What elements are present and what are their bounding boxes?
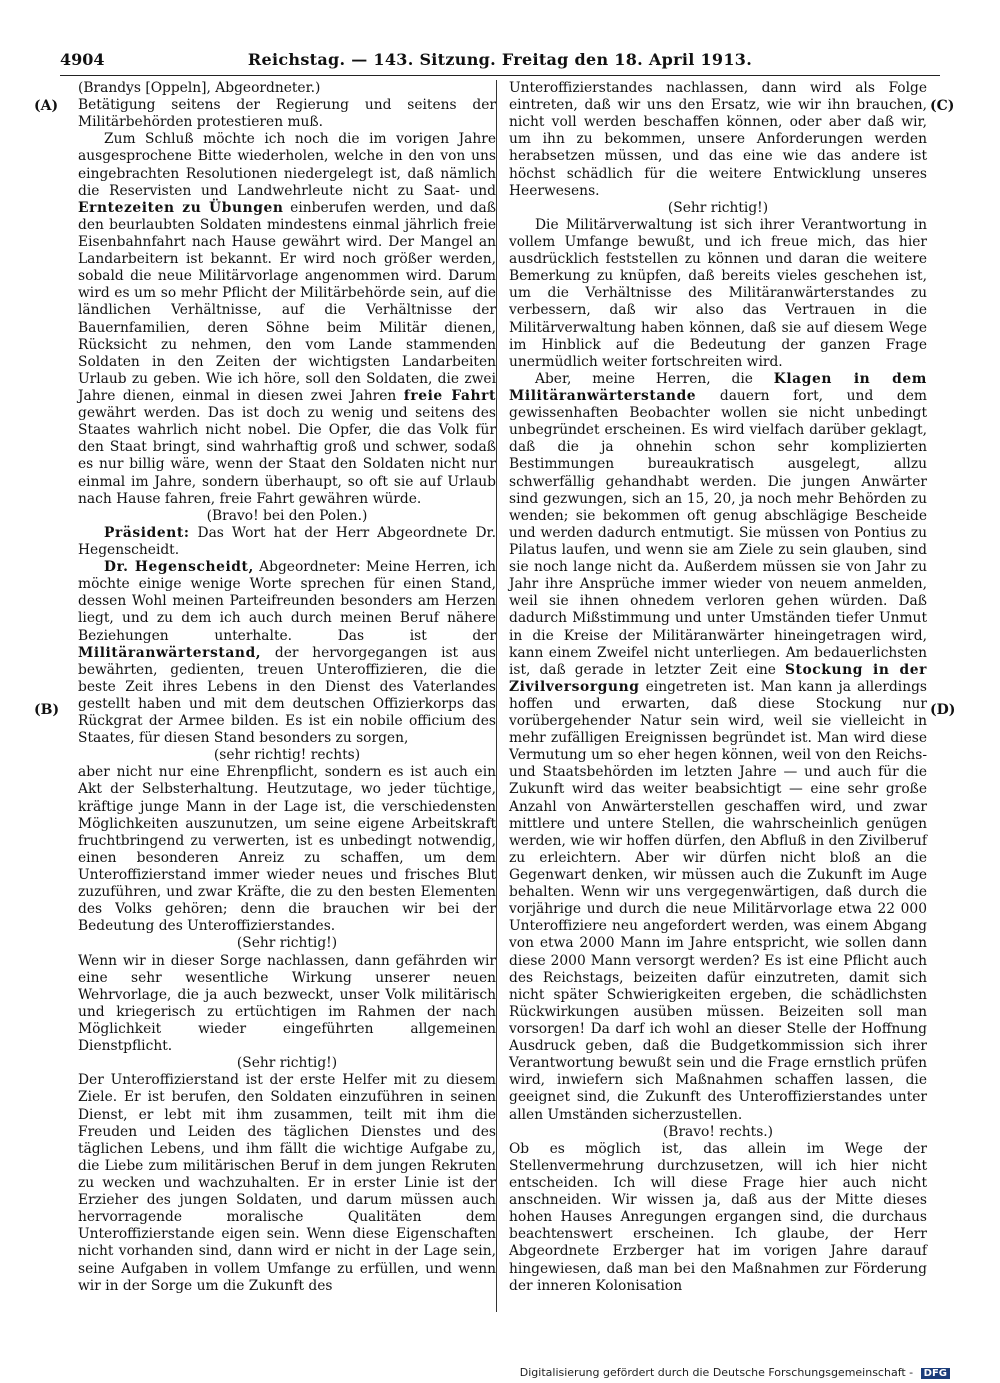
interjection: (Sehr richtig!) (236, 935, 338, 952)
text-run: Abgeordneter: Meine Herren, ich möchte einige wenige Worte sprechen für einen Stand, dessen Wohl meinen Parteifreunden besonders am Herzen liegt, und zu dem ich auch durch meinen Beruf nähere Beziehungen unterhalte. Das ist der (78, 559, 496, 644)
page-header (60, 50, 940, 72)
paragraph: Ob es möglich ist, das allein im Wege der Stellenvermehrung durchzusetzen, will ich hier nicht entscheiden. Ich will diese Frage hier auch nicht anschneiden. Wir wissen ja, daß aus der Mitte dieses hohen Hauses Anregungen ergangen sind, die durchaus beachtenswert erscheinen. Ich glaube, der Herr Abgeordnete Erzberger hat im vorigen Jahre darauf hingewiesen, daß man bei den Maßnahmen zur Förderung der inneren Kolonisation (509, 1140, 927, 1294)
paragraph (509, 371, 927, 1124)
text-run: Zum Schluß möchte ich noch die im vorigen Jahre ausgesprochene Bitte wiederholen, welche in den von uns eingebrachten Resolutionen niedergelegt ist, daß nämlich die Reservisten und Landwehrleute nicht zu Saat- und (78, 131, 496, 199)
paragraph: Unteroffizierstandes nachlassen, dann wird als Folge eintreten, daß wir uns den Ersatz, wie wir ihn brauchen, nicht voll werden beschaffen können, oder aber daß wir, um ihn zu bekommen, unsere Anforderungen werden herabsetzen müssen, und das eine wie das andere ist höchst schädlich für die weitere Entwicklung unseres Heerwesens. (509, 80, 927, 199)
text-run: gewährt werden. Das ist doch zu wenig und seitens des Staates wahrlich nicht nobel. Die Opfer, die das Volk für den Staat bringt, sind wahrhaftig groß und schwer, sodaß es nur billig wäre, wenn der Staat den Soldaten nicht nur einmal im Jahre, sondern überhaupt, so oft sie auf Urlaub nach Hause fahren, freie Fahrt gewähren würde. (78, 405, 496, 507)
interjection: (Sehr richtig!) (667, 199, 769, 216)
text-run: Das Wort hat der Herr Abgeordnete Dr. Hegenscheidt. (78, 524, 496, 558)
paragraph: Wenn wir in dieser Sorge nachlassen, dann gefährden wir eine sehr wesentliche Wirkung unserer neuen Wehrvorlage, die ja auch bezweckt, unser Volk militärisch und kriegerisch zu ertüchtigen im Rahmen der nach Möglichkeit wieder eingeführten allgemeinen Dienstpflicht. (78, 952, 496, 1055)
paragraph: Betätigung seitens der Regierung und seitens der Militärbehörden protestieren muß. (78, 97, 496, 131)
speaker-label: Präsident: (104, 524, 190, 541)
running-title: Reichstag. — 143. Sitzung. Freitag den 18. April 1913. (247, 50, 753, 69)
margin-marker-c: (C) (930, 98, 955, 114)
emphasis-text: Stockung in der Zivilversorgung (509, 661, 928, 695)
emphasis-text: Erntezeiten zu Übungen (78, 199, 284, 216)
paragraph: aber nicht nur eine Ehrenpflicht, sondern es ist auch ein Akt der Selbsterhaltung. Heutzutage, wo jeder tüchtige, kräftige junge Mann in der Lage ist, die verschiedensten Möglichkeiten auszunutzen, um seine eigene Arbeitskraft fruchtbringend zu verwerten, ist es unbedingt notwendig, einen besonderen Anreiz zu schaffen, um dem Unteroffizierstand immer wieder neues und frisches Blut zuzuführen, und zwar Kräfte, die zu den besten Elementen des Volks gehören; denn die brauchen wir bei der Bedeutung des Unteroffizierstandes. (78, 764, 496, 935)
text-run: der hervorgegangen ist aus bewährten, gedienten, treuen Unteroffizieren, die die beste Zeit ihres Lebens in den Dienst des Vaterlandes gestellt haben und mit dem deutschen Offizierkorps das Rückgrat der Armee bilden. Es ist ein nobile officium des Staates, für diesen Stand besonders zu sorgen, (78, 644, 496, 747)
interjection: (Bravo! bei den Polen.) (206, 507, 368, 524)
paragraph (78, 131, 496, 507)
text-run: Aber, meine Herren, die (535, 370, 753, 387)
interjection: (sehr richtig! rechts) (213, 747, 361, 764)
right-column (509, 80, 927, 1295)
interjection: (Bravo! rechts.) (662, 1123, 774, 1140)
footer-text: Digitalisierung gefördert durch die Deutsche Forschungsgemeinschaft - (519, 1366, 914, 1379)
page-number: 4904 (60, 50, 105, 69)
footer-credit (520, 1366, 950, 1379)
text-run: einberufen werden, und daß den beurlaubten Soldaten mindestens einmal jährlich freie Eisenbahnfahrt nach Hause gewährt wird. Der Mangel an Landarbeitern ist bekannt. Er wird noch größer werden, sobald die neue Militärvorlage angenommen wird. Darum wird es um so mehr Pflicht der Militärbehörde sein, auf die ländlichen Verhältnisse, auf die Verhältnisse der Bauernfamilien, deren Söhne beim Militär dienen, Rücksicht zu nehmen, den vom Lande stammenden Soldaten in den Zeiten der wichtigsten Landarbeiten Urlaub zu geben. Wie ich höre, soll den Soldaten, die zwei Jahre dienen, einmal in diesen zwei Jahren (78, 199, 497, 404)
paragraph (78, 559, 496, 747)
emphasis-text: freie Fahrt (403, 387, 496, 404)
margin-marker-a: (A) (34, 98, 59, 114)
margin-marker-d: (D) (930, 702, 956, 718)
paragraph (78, 525, 496, 559)
emphasis-text: Klagen in dem Militäranwärterstande (509, 370, 927, 404)
margin-marker-b: (B) (34, 702, 60, 718)
header-rule (60, 75, 940, 76)
interjection: (Sehr richtig!) (236, 1055, 338, 1072)
left-column (78, 80, 496, 1295)
column-rule (496, 80, 497, 1312)
speaker-tag: (Brandys [Oppeln], Abgeordneter.) (78, 80, 321, 96)
dfg-logo: DFG (921, 1368, 950, 1379)
text-run: eingetreten ist. Man kann ja allerdings hoffen und erwarten, daß diese Stockung nur vorübergehender Natur sein wird, weil sie vielleicht in mehr zufälligen Ereignissen begründet ist. Man wird diese Vermutung um so eher hegen können, weil von den Reichs- und Staatsbehörden im letzten Jahre — und auch für die Zukunft wird das weiter beabsichtigt — eine sehr große Anzahl von Anwärterstellen geschaffen wird, und zwar mittlere und untere Stellen, die wahrscheinlich genügen werden, wie wir hoffen dürfen, den Abfluß in den Zivilberuf zu erleichtern. Aber wir dürfen nicht bloß an die Gegenwart denken, wir müssen auch die Zukunft im Auge behalten. Wenn wir uns vergegenwärtigen, daß durch die vorjährige und durch die neue Militärvorlage etwa 22 000 Unteroffiziere neu angefordert werden, was einem Abgang von etwa 2000 Mann im Jahre entspricht, wie sollen dann diese 2000 Mann versorgt werden? Es ist eine Pflicht auch des Reichstags, beizeiten dafür einzutreten, damit sich nicht später Schwierigkeiten ergeben, die schädlichsten Rückwirkungen ausüben müssen. Beizeiten soll man vorsorgen! Da darf ich wohl an dieser Stelle der Hoffnung Ausdruck geben, daß die Budgetkommission sich ihrer Verantwortung bewußt sein und die Frage ernstlich prüfen wird, inwiefern sich Maßnahmen schaffen lassen, die geeignet sind, die Zukunft des Unteroffizierstandes unter allen Umständen sicherzustellen. (509, 678, 927, 1123)
speaker-label: Dr. Hegenscheidt, (104, 559, 254, 576)
paragraph: Der Unteroffizierstand ist der erste Helfer mit zu diesem Ziele. Er ist berufen, den Soldaten einzuführen in seinen Dienst, er lebt mit ihm zusammen, teilt mit ihm die Freuden und Leiden des täglichen Dienstes und des täglichen Lebens, und ihm fällt die wichtige Aufgabe zu, die Liebe zum militärischen Beruf in dem jungen Rekruten zu wecken und wachzuhalten. Er in erster Linie ist der Erzieher des jungen Soldaten, und darum müssen auch hervorragende moralische Qualitäten dem Unteroffizierstande eigen sein. Wenn diese Eigenschaften nicht vorhanden sind, dann wird er nicht in der Lage sein, seine Aufgaben in vollem Umfange zu erfüllen, und wenn wir in der Sorge um die Zukunft des (78, 1072, 496, 1294)
text-run: dauern fort, und dem gewissenhaften Beobachter wollen sie nicht unbedingt unbegründet erscheinen. Es wird vielfach darüber geklagt, daß die ja ohnehin schon sehr komplizierten Bestimmungen bureaukratisch ausgelegt, allzu schwerfällig gehandhabt werden. Die jungen Anwärter sind gezwungen, sich an 15, 20, ja noch mehr Behörden zu wenden; sie bekommen oft genug abschlägige Bescheide und werden dadurch entmutigt. Sie müssen von Pontius zu Pilatus laufen, und wenn sie am Ziele zu sein glauben, sind sie noch lange nicht da. Außerdem müssen sie von Jahr zu Jahr ihre Ansprüche immer wieder von neuem anmelden, weil sie ihnen ohnedem verloren gehen würden. Daß dadurch Mißstimmung und unter Umständen tiefer Unmut in die Kreise der Militäranwärter hineingetragen wird, kann einem Zweifel nicht unterliegen. Am bedauerlichsten ist, daß gerade in letzter Zeit eine (509, 387, 928, 678)
emphasis-text: Militäranwärterstand, (78, 644, 262, 661)
paragraph: Die Militärverwaltung ist sich ihrer Verantwortung in vollem Umfange bewußt, und ich freue mich, das hier ausdrücklich feststellen zu können und daran die weitere Bemerkung zu knüpfen, daß bereits vieles geschehen ist, um die Verhältnisse des Militäranwärterstandes zu verbessern, daß wir also das Vertrauen in die Militärverwaltung haben können, daß sie auf diesem Wege im Hinblick auf die Bedeutung der ganzen Frage unermüdlich weiter fortschreiten wird. (509, 216, 927, 370)
